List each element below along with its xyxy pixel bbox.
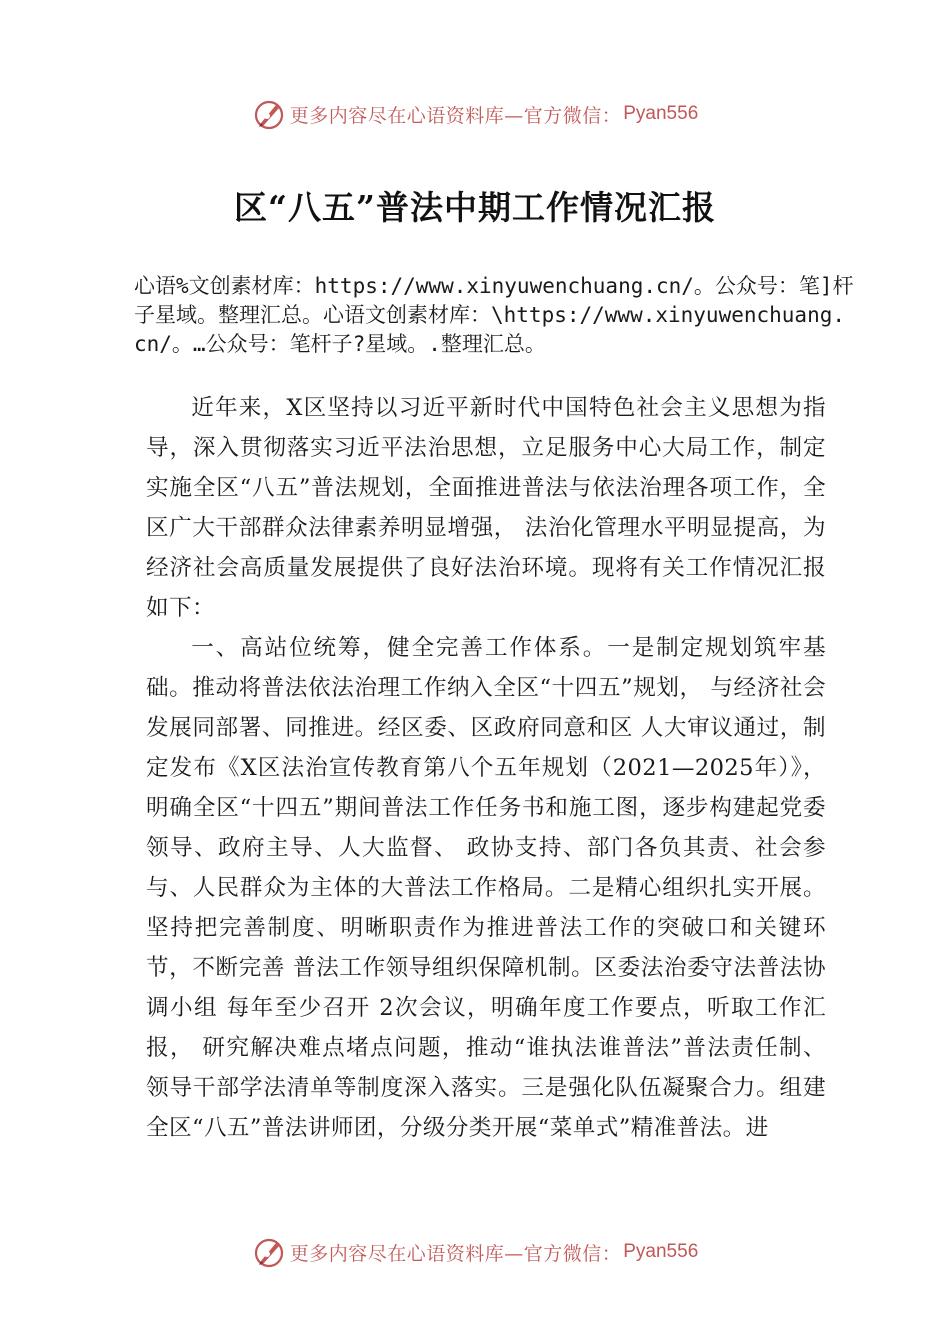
paragraph-section-one: 一、高站位统筹，健全完善工作体系。一是制定规划筑牢基础。推动将普法依法治理工作纳入全区“十四五”规划， 与经济社会发展同部署、同推进。经区委、区政府同意和区 人大审议通过，制定发布《X区法治宣传教育第八个五年规划（2021—2025年）》，明确全区“十四五”期间普法工作任务书和施工图，逐步构建起党委领导、政府主导、人大监督、 政协支持、部门各负其责、社会参与、人民群众为主体的大普法工作格局。二是精心组织扎实开展。坚持把完善制度、明晰职责作为推进普法工作的突破口和关键环节，不断完善 普法工作领导组织保障机制。区委法治委守法普法协调小组 每年至少召开 2次会议，明确年度工作要点，听取工作汇报， 研究解决难点堵点问题，推动“谁执法谁普法”普法责任制、 领导干部学法清单等制度深入落实。三是强化队伍凝聚合力。组建全区“八五”普法讲师团，分级分类开展“菜单式”精准普法。进: [146, 635, 826, 1141]
watermark-header: [0, 94, 950, 134]
watermark-wechat-id: Pyan556: [623, 1241, 699, 1262]
source-note: 心语%文创素材库：https://www.xinyuwenchuang.cn/。公众号：笔]杆子星域。整理汇总。心语文创素材库：\https://www.xinyuwenchuang.cn/。…公众号：笔杆子?星域。.整理汇总。: [134, 274, 854, 356]
document-body: [146, 388, 826, 1148]
pen-logo-icon: [252, 97, 286, 131]
paragraph-intro: 近年来，X区坚持以习近平新时代中国特色社会主义思想为指导，深入贯彻落实习近平法治思想，立足服务中心大局工作，制定实施全区“八五”普法规划，全面推进普法与依法治理各项工作，全区广大干部群众法律素养明显增强， 法治化管理水平明显提高，为经济社会高质量发展提供了良好法治环境。现将有关工作情况汇报如下：: [146, 395, 826, 621]
watermark-text: 更多内容尽在心语资料库—官方微信：: [289, 104, 622, 127]
watermark-footer: [0, 1232, 950, 1272]
watermark-text: 更多内容尽在心语资料库—官方微信：: [289, 1242, 622, 1265]
pen-logo-icon: [252, 1235, 286, 1269]
document-title: 区“八五”普法中期工作情况汇报: [234, 188, 716, 227]
watermark-wechat-id: Pyan556: [623, 103, 699, 124]
